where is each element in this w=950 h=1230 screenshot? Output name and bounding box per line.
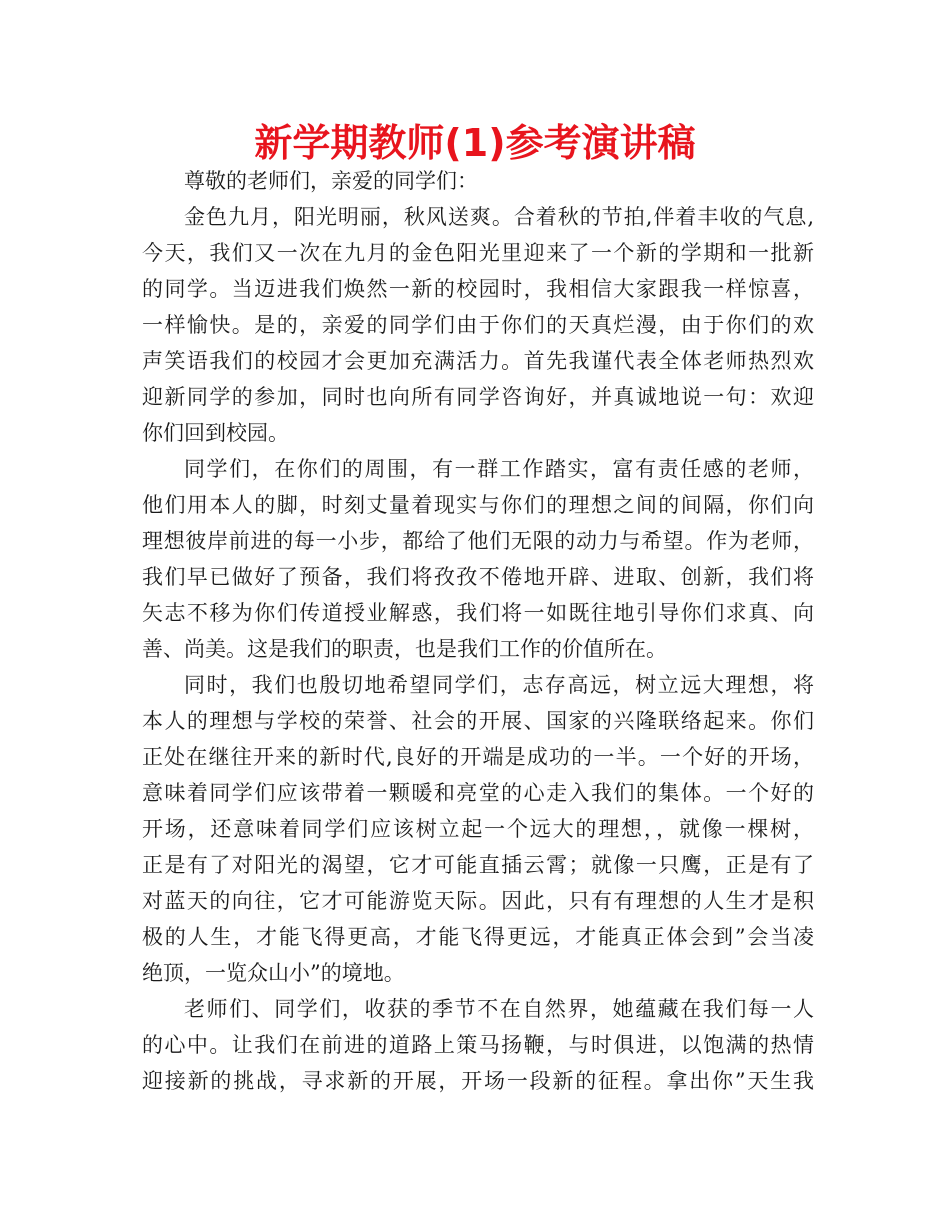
- paragraph-line: 老师们、同学们，收获的季节不在自然界，她蕴藏在我们每一人: [184, 997, 814, 1021]
- salutation-line: 尊敬的老师们，亲爱的同学们：: [184, 169, 478, 193]
- paragraph-line: 一样愉快。是的，亲爱的同学们由于你们的天真烂漫，由于你们的欢: [142, 313, 814, 337]
- paragraph-1: [142, 199, 814, 451]
- paragraph-line: 金色九月，阳光明丽，秋风送爽。合着秋的节拍,伴着丰收的气息,: [184, 205, 814, 229]
- paragraph-line: 他们用本人的脚，时刻丈量着现实与你们的理想之间的间隔，你们向: [142, 493, 814, 517]
- paragraph-line: 正处在继往开来的新时代,良好的开端是成功的一半。一个好的开场，: [142, 745, 814, 769]
- paragraph-2: [142, 451, 814, 667]
- salutation: [142, 163, 814, 199]
- paragraph-line: 我们早已做好了预备，我们将孜孜不倦地开辟、进取、创新，我们将: [142, 565, 814, 589]
- paragraph-line: 矢志不移为你们传道授业解惑，我们将一如既往地引导你们求真、向: [142, 601, 814, 625]
- paragraph-4: [142, 991, 814, 1099]
- paragraph-line: 善、尚美。这是我们的职责，也是我们工作的价值所在。: [142, 637, 667, 661]
- paragraph-line: 同学们，在你们的周围，有一群工作踏实，富有责任感的老师，: [184, 457, 814, 481]
- paragraph-line: 你们回到校园。: [142, 421, 289, 445]
- document-title: 新学期教师(1)参考演讲稿: [254, 121, 696, 165]
- paragraph-line: 理想彼岸前进的每一小步，都给了他们无限的动力与希望。作为老师，: [142, 529, 814, 553]
- paragraph-line: 极的人生，才能飞得更高，才能飞得更远，才能真正体会到”会当凌: [142, 925, 814, 949]
- paragraph-line: 的心中。让我们在前进的道路上策马扬鞭，与时俱进，以饱满的热情: [142, 1033, 814, 1057]
- paragraph-line: 正是有了对阳光的渴望，它才可能直插云霄；就像一只鹰，正是有了: [142, 853, 814, 877]
- paragraph-line: 意味着同学们应该带着一颗暖和亮堂的心走入我们的集体。一个好的: [142, 781, 814, 805]
- paragraph-line: 今天，我们又一次在九月的金色阳光里迎来了一个新的学期和一批新: [142, 241, 814, 265]
- paragraph-line: 绝顶，一览众山小”的境地。: [142, 961, 405, 985]
- paragraph-3: [142, 667, 814, 991]
- paragraph-line: 的同学。当迈进我们焕然一新的校园时，我相信大家跟我一样惊喜，: [142, 277, 814, 301]
- paragraph-line: 同时，我们也殷切地希望同学们，志存高远，树立远大理想，将: [184, 673, 814, 697]
- paragraph-line: 迎接新的挑战，寻求新的开展，开场一段新的征程。拿出你”天生我: [142, 1069, 814, 1093]
- paragraph-line: 开场，还意味着同学们应该树立起一个远大的理想，，就像一棵树，: [142, 817, 814, 841]
- paragraph-line: 迎新同学的参加，同时也向所有同学咨询好，并真诚地说一句：欢迎: [142, 385, 814, 409]
- paragraph-line: 本人的理想与学校的荣誉、社会的开展、国家的兴隆联络起来。你们: [142, 709, 814, 733]
- paragraph-line: 对蓝天的向往，它才可能游览天际。因此，只有有理想的人生才是积: [142, 889, 814, 913]
- paragraph-line: 声笑语我们的校园才会更加充满活力。首先我谨代表全体老师热烈欢: [142, 349, 814, 373]
- document-body: [142, 163, 814, 1099]
